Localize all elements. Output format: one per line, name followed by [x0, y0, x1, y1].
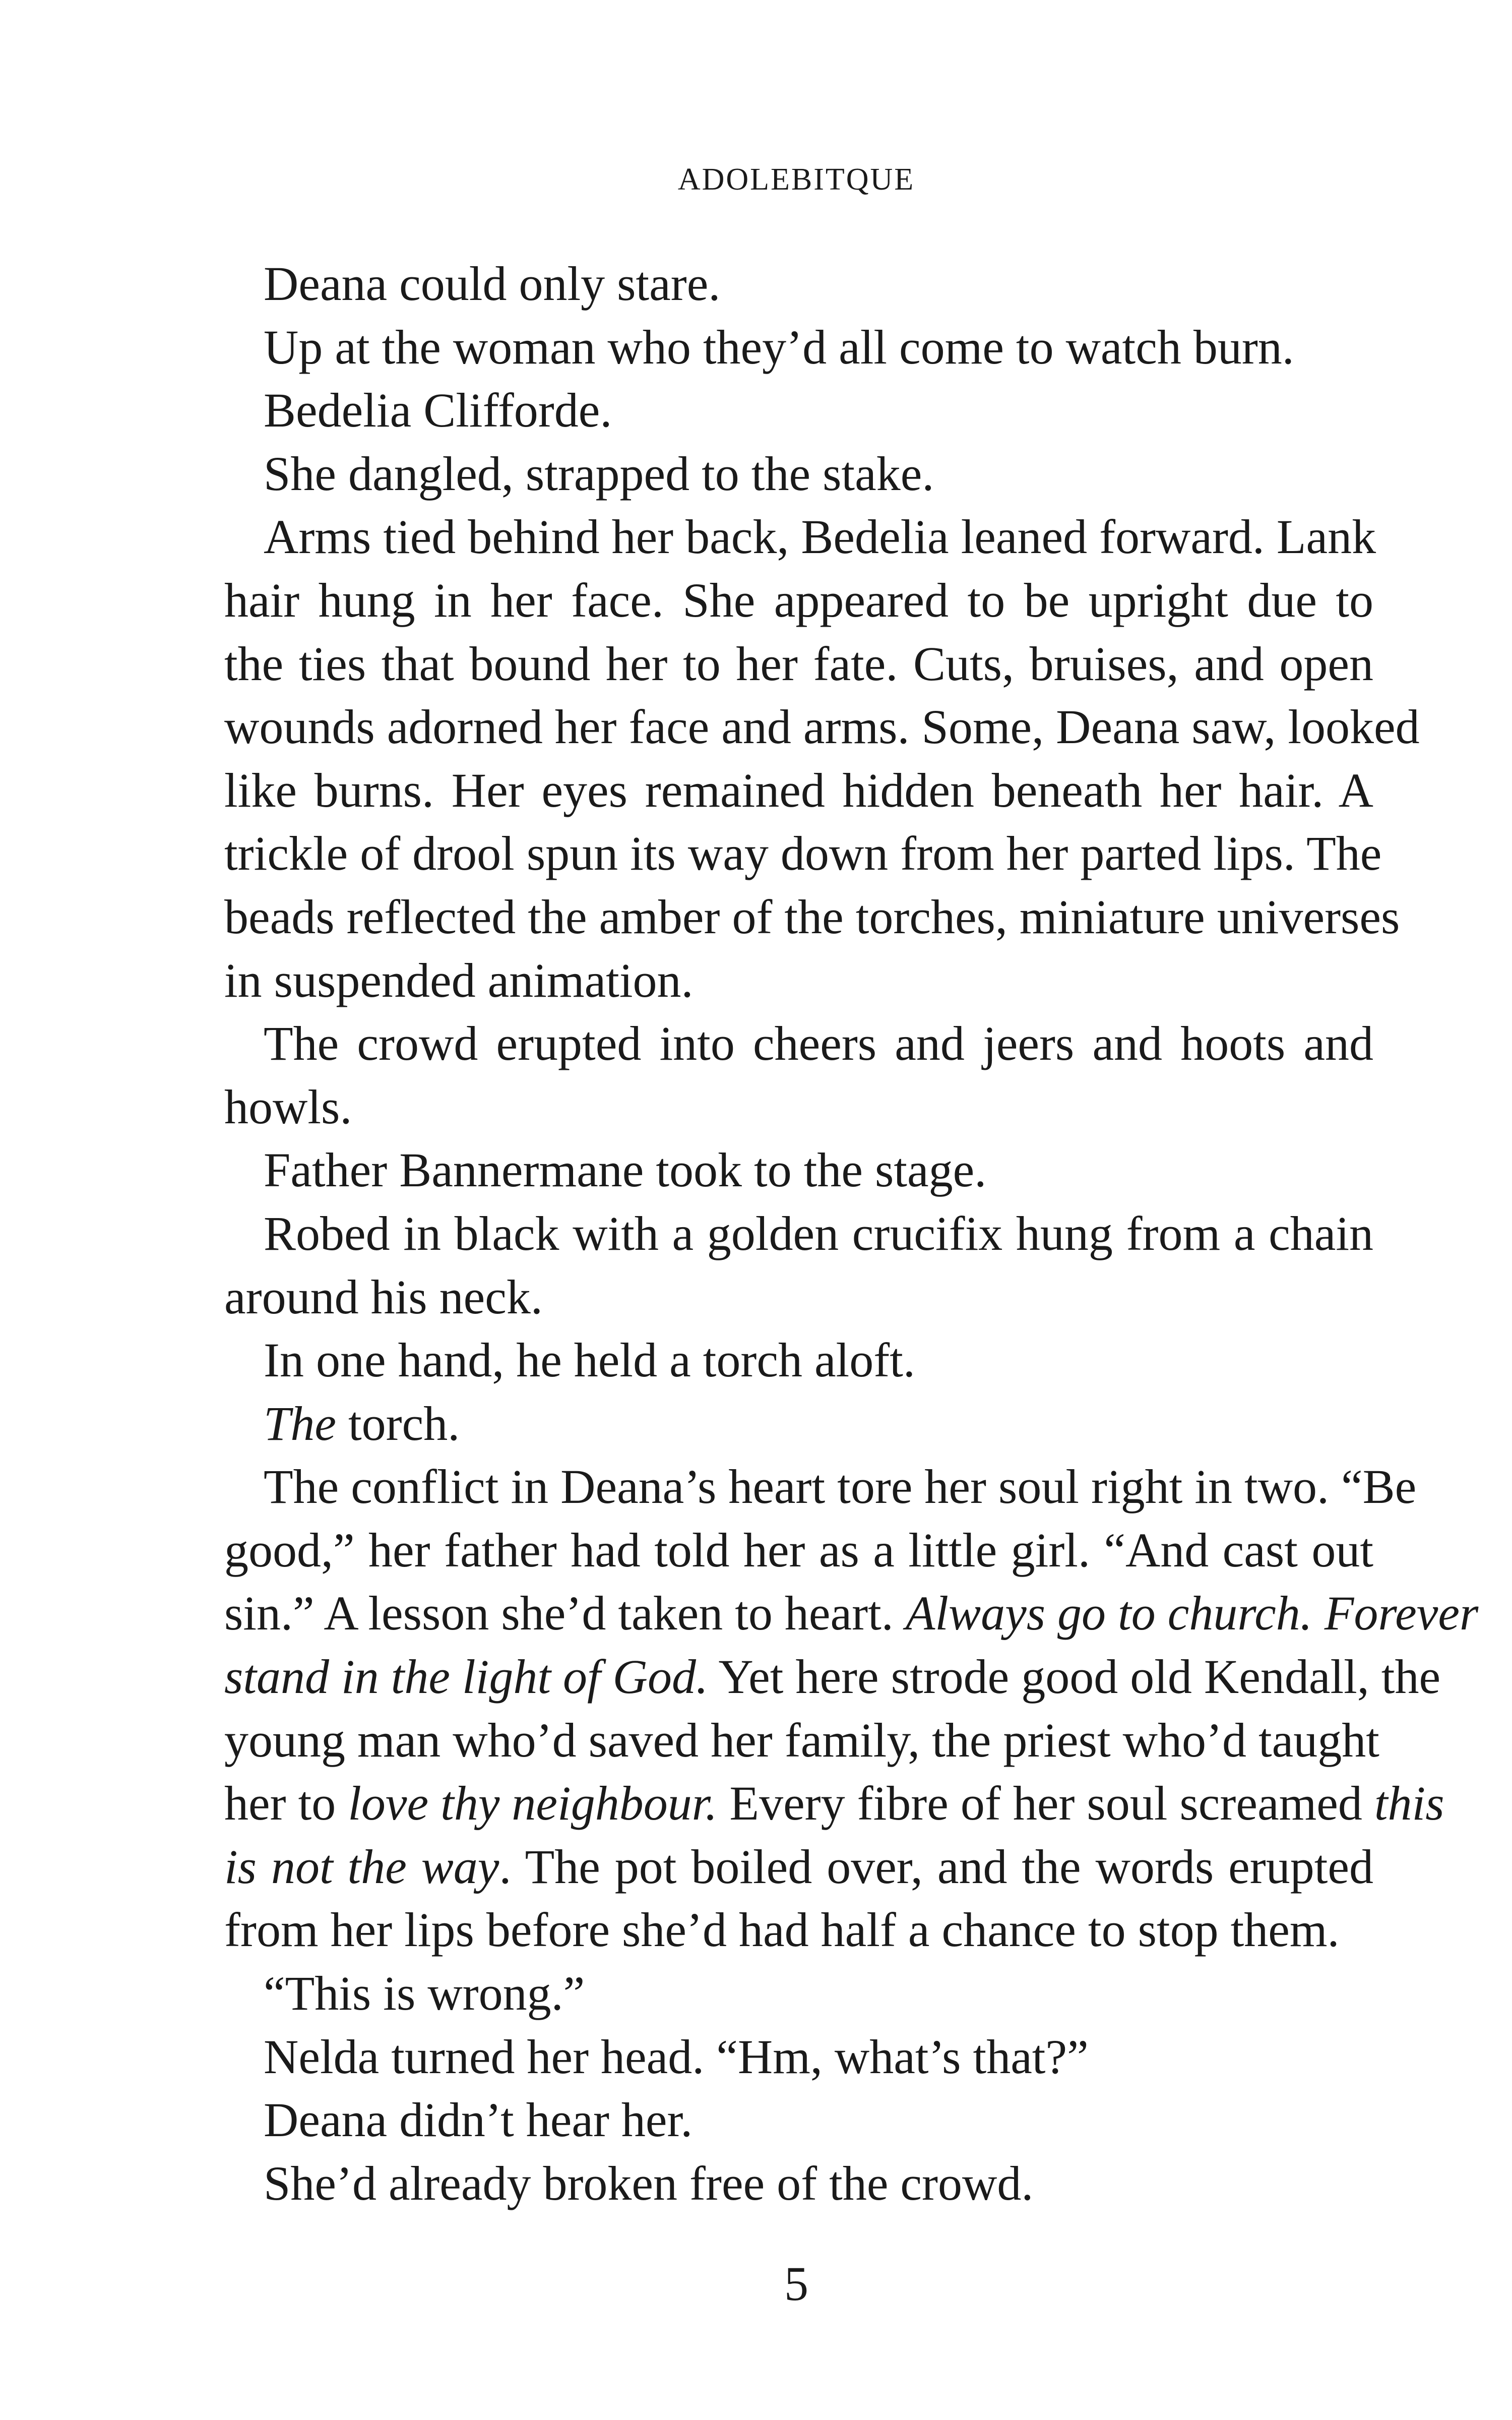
text-line: [224, 1202, 1373, 1265]
text-line: [224, 1582, 1479, 1645]
text-segment: beads reflected the amber of the torches, miniature universes: [224, 889, 1400, 944]
text-line: [224, 1138, 1373, 1202]
text-segment: good,” her father had told her as a little girl. “And cast out: [224, 1523, 1373, 1577]
text-line: [224, 1328, 1373, 1392]
text-line: [224, 1519, 1373, 1582]
text-segment: Arms tied behind her back, Bedelia leaned forward. Lank: [264, 510, 1376, 564]
text-line: [224, 759, 1373, 822]
text-segment: She dangled, strapped to the stake.: [264, 446, 934, 501]
text-segment: The conflict in Deana’s heart tore her soul right in two. “Be: [264, 1460, 1417, 1514]
text-line: [224, 569, 1373, 632]
text-line: [224, 1645, 1441, 1709]
text-line: [224, 632, 1373, 696]
text-segment: . The pot boiled over, and the words erupted: [499, 1839, 1374, 1894]
italic-text: The: [264, 1396, 336, 1450]
text-segment: in suspended animation.: [224, 953, 694, 1007]
text-segment: torch.: [336, 1396, 460, 1450]
text-segment: Nelda turned her head. “Hm, what’s that?”: [264, 2029, 1089, 2084]
text-line: [224, 1898, 1373, 1962]
text-segment: “This is wrong.”: [264, 1966, 585, 2021]
text-segment: from her lips before she’d had half a chance to stop them.: [224, 1903, 1340, 1957]
text-segment: Robed in black with a golden crucifix hung from a chain: [264, 1206, 1373, 1260]
text-line: [224, 949, 1373, 1012]
text-line: [224, 1265, 1373, 1329]
text-line: [224, 1392, 1373, 1456]
text-segment: the ties that bound her to her fate. Cuts, bruises, and open: [224, 636, 1373, 691]
text-line: [224, 1075, 1373, 1139]
text-segment: In one hand, he held a torch aloft.: [264, 1333, 915, 1387]
text-line: [224, 252, 1373, 316]
text-segment: Up at the woman who they’d all come to watch burn.: [264, 320, 1294, 374]
text-segment: her to: [224, 1776, 348, 1831]
text-line: [224, 2152, 1373, 2215]
text-segment: howls.: [224, 1079, 352, 1134]
text-line: [224, 505, 1376, 569]
italic-text: this: [1374, 1776, 1444, 1831]
text-segment: The crowd erupted into cheers and jeers and hoots and: [264, 1016, 1373, 1071]
page-number: 5: [784, 2257, 808, 2311]
text-line: [224, 1772, 1444, 1835]
text-line: [224, 1709, 1379, 1772]
text-segment: hair hung in her face. She appeared to be upright due to: [224, 573, 1373, 627]
italic-text: love thy neighbour.: [348, 1776, 718, 1831]
text-segment: like burns. Her eyes remained hidden beneath her hair. A: [224, 763, 1373, 817]
text-line: [224, 1962, 1373, 2025]
text-line: [224, 442, 1373, 506]
text-line: [224, 1835, 1373, 1899]
body-text: [224, 252, 1479, 2215]
text-segment: wounds adorned her face and arms. Some, Deana saw, looked: [224, 700, 1420, 754]
text-segment: Bedelia Clifforde.: [264, 383, 612, 438]
italic-text: is not the way: [224, 1839, 499, 1894]
text-segment: young man who’d saved her family, the priest who’d taught: [224, 1713, 1379, 1767]
text-segment: trickle of drool spun its way down from her parted lips. The: [224, 826, 1382, 881]
italic-text: stand in the light of God.: [224, 1650, 708, 1704]
text-line: [224, 2025, 1373, 2089]
text-line: [224, 695, 1420, 759]
text-segment: Every fibre of her soul screamed: [717, 1776, 1374, 1831]
italic-text: Always go to church. Forever: [905, 1586, 1479, 1641]
text-segment: Deana didn’t hear her.: [264, 2093, 693, 2147]
text-line: [224, 1455, 1417, 1519]
text-line: [224, 379, 1373, 442]
text-line: [224, 885, 1400, 949]
text-segment: She’d already broken free of the crowd.: [264, 2156, 1034, 2210]
text-segment: Father Bannermane took to the stage.: [264, 1143, 987, 1197]
text-line: [224, 2088, 1373, 2152]
text-segment: around his neck.: [224, 1269, 543, 1324]
text-line: [224, 316, 1373, 379]
text-segment: sin.” A lesson she’d taken to heart.: [224, 1586, 906, 1641]
running-head: ADOLEBITQUE: [677, 162, 915, 197]
text-segment: Deana could only stare.: [264, 257, 721, 311]
text-line: [224, 822, 1382, 885]
text-line: [224, 1012, 1373, 1075]
text-segment: Yet here strode good old Kendall, the: [708, 1650, 1441, 1704]
